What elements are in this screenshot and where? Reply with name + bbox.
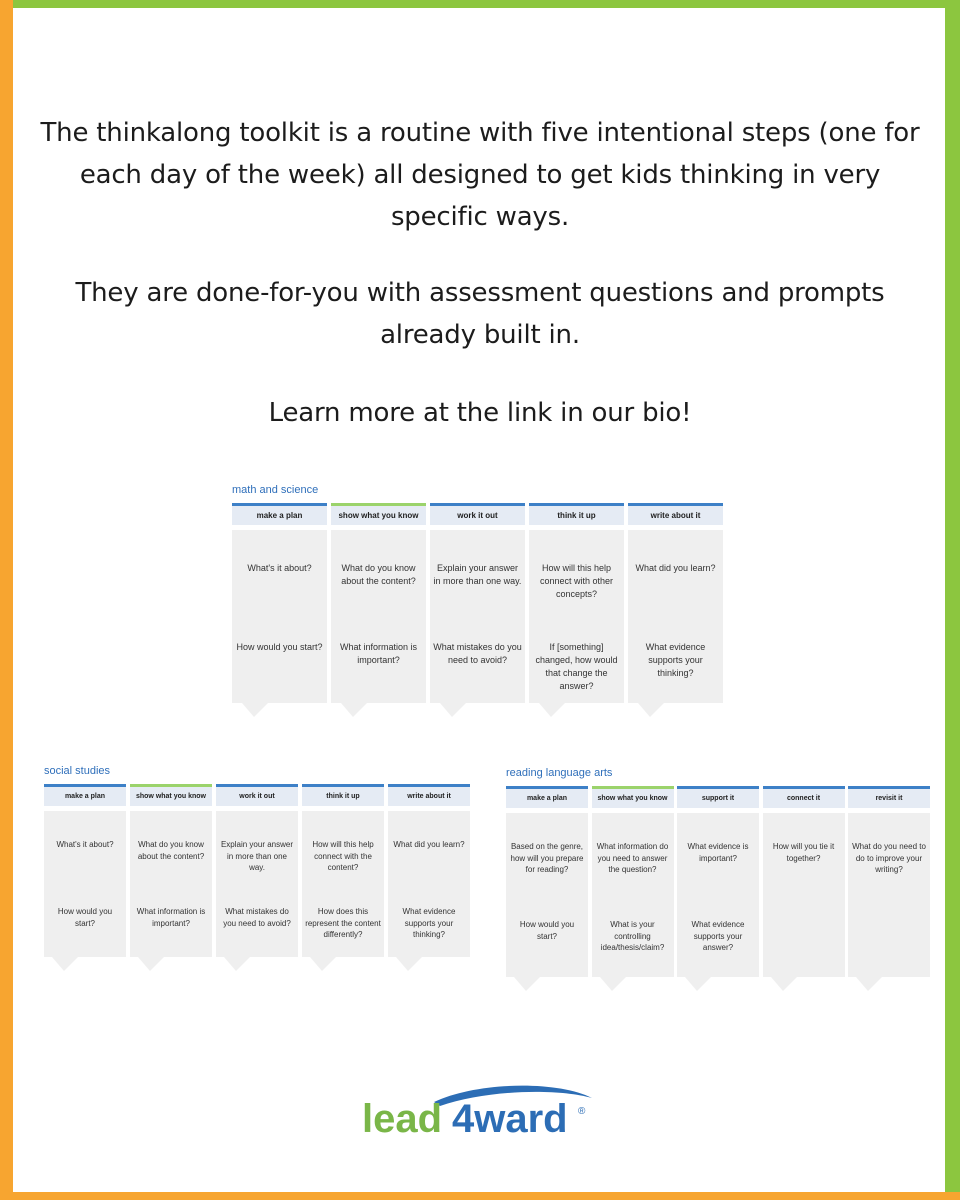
speech-bubble-tail [539, 703, 565, 717]
toolkit-column [430, 503, 525, 703]
column-header: think it up [302, 787, 384, 806]
speech-bubble-tail [638, 703, 664, 717]
prompt-question: Explain your answer in more than one way. [220, 840, 294, 872]
column-body [763, 813, 845, 977]
speech-bubble-tail [52, 957, 78, 971]
prompt-question: If [something] changed, how would that change the answer? [535, 642, 618, 691]
speech-bubble-tail [310, 957, 336, 971]
frame-border-bottom [0, 1192, 960, 1200]
prompt-question: What information do you need to answer the question? [596, 842, 669, 874]
intro-paragraph-1: The thinkalong toolkit is a routine with five intentional steps (one for each day of the week) all designed to get kids thinking in very specific ways. [40, 118, 920, 232]
prompt-question: How will this help connect with the content? [312, 840, 374, 872]
toolkit-columns [232, 503, 727, 703]
toolkit-column [388, 784, 470, 957]
column-header: revisit it [848, 789, 930, 808]
toolkit-columns [506, 786, 934, 977]
prompt-question: What is your controlling idea/thesis/claim? [600, 920, 665, 952]
intro-paragraph-3: Learn more at the link in our bio! [268, 398, 692, 428]
column-header: write about it [628, 506, 723, 525]
prompt-question: What evidence is important? [687, 842, 749, 863]
speech-bubble-tail [856, 977, 882, 991]
column-header: show what you know [331, 506, 426, 525]
column-header: work it out [430, 506, 525, 525]
column-body [44, 811, 126, 957]
prompt-question: What mistakes do you need to avoid? [433, 642, 522, 665]
logo-registered-mark: ® [578, 1106, 586, 1117]
prompt-question: What evidence supports your answer? [691, 920, 745, 952]
toolkit-column [216, 784, 298, 957]
speech-bubble-tail [440, 703, 466, 717]
frame-border-left [0, 0, 13, 1200]
intro-text [40, 112, 920, 434]
speech-bubble-tail [514, 977, 540, 991]
intro-paragraph-2: They are done-for-you with assessment questions and prompts already built in. [75, 278, 885, 350]
speech-bubble-tail [600, 977, 626, 991]
prompt-question: What evidence supports your thinking? [402, 907, 456, 939]
toolkit-column [232, 503, 327, 703]
speech-bubble-tail [771, 977, 797, 991]
toolkit-social-studies [44, 765, 474, 957]
column-header: connect it [763, 789, 845, 808]
toolkit-math-science [232, 484, 727, 703]
column-body [130, 811, 212, 957]
column-header: work it out [216, 787, 298, 806]
prompt-question: How does this represent the content differently? [305, 907, 381, 939]
column-header: make a plan [44, 787, 126, 806]
column-body [848, 813, 930, 977]
frame-border-top [0, 0, 960, 8]
prompt-question: What information is important? [136, 907, 206, 928]
column-header: write about it [388, 787, 470, 806]
column-header: support it [677, 789, 759, 808]
toolkit-column [302, 784, 384, 957]
column-body [529, 530, 624, 703]
column-body [430, 530, 525, 703]
prompt-question: What's it about? [56, 840, 114, 849]
prompt-question: What do you know about the content? [137, 840, 205, 861]
speech-bubble-tail [685, 977, 711, 991]
toolkit-title: math and science [232, 484, 319, 496]
logo-text-4ward: 4ward [452, 1097, 568, 1140]
column-body [592, 813, 674, 977]
toolkit-column [592, 786, 674, 977]
toolkit-column [506, 786, 588, 977]
toolkit-column [331, 503, 426, 703]
prompt-question: Explain your answer in more than one way. [433, 563, 522, 586]
speech-bubble-tail [396, 957, 422, 971]
prompt-question: How will you tie it together? [772, 842, 835, 863]
column-header: make a plan [506, 789, 588, 808]
prompt-question: What did you learn? [635, 563, 716, 573]
column-header: show what you know [592, 789, 674, 808]
toolkit-column [677, 786, 759, 977]
logo-text-lead: lead [362, 1097, 443, 1140]
frame-border-right [945, 0, 960, 1200]
toolkit-column [529, 503, 624, 703]
column-body [388, 811, 470, 957]
prompt-question: Based on the genre, how will you prepare for reading? [510, 842, 584, 874]
column-body [677, 813, 759, 977]
prompt-question: What do you need to do to improve your writing? [852, 842, 926, 874]
toolkit-column [848, 786, 930, 977]
prompt-question: What mistakes do you need to avoid? [223, 907, 291, 928]
prompt-question: What did you learn? [393, 840, 465, 849]
toolkit-title: social studies [44, 765, 111, 777]
toolkit-column [44, 784, 126, 957]
prompt-question: How would you start? [57, 907, 113, 928]
prompt-question: How would you start? [236, 642, 323, 652]
column-body [232, 530, 327, 703]
toolkit-title: reading language arts [506, 767, 613, 779]
column-body [331, 530, 426, 703]
speech-bubble-tail [341, 703, 367, 717]
toolkit-column [628, 503, 723, 703]
prompt-question: What information is important? [339, 642, 418, 665]
toolkit-columns [44, 784, 474, 957]
toolkit-column [130, 784, 212, 957]
speech-bubble-tail [242, 703, 268, 717]
column-header: show what you know [130, 787, 212, 806]
prompt-question: What evidence supports your thinking? [645, 642, 706, 678]
toolkit-column [763, 786, 845, 977]
prompt-question: How would you start? [519, 920, 575, 941]
prompt-question: How will this help connect with other concepts? [539, 563, 614, 599]
column-body [216, 811, 298, 957]
prompt-question: What do you know about the content? [341, 563, 416, 586]
column-body [628, 530, 723, 703]
column-header: make a plan [232, 506, 327, 525]
column-body [302, 811, 384, 957]
toolkit-reading-language-arts [506, 767, 934, 977]
prompt-question: What's it about? [247, 563, 312, 573]
column-body [506, 813, 588, 977]
speech-bubble-tail [224, 957, 250, 971]
column-header: think it up [529, 506, 624, 525]
lead4ward-logo [356, 1080, 596, 1140]
speech-bubble-tail [138, 957, 164, 971]
